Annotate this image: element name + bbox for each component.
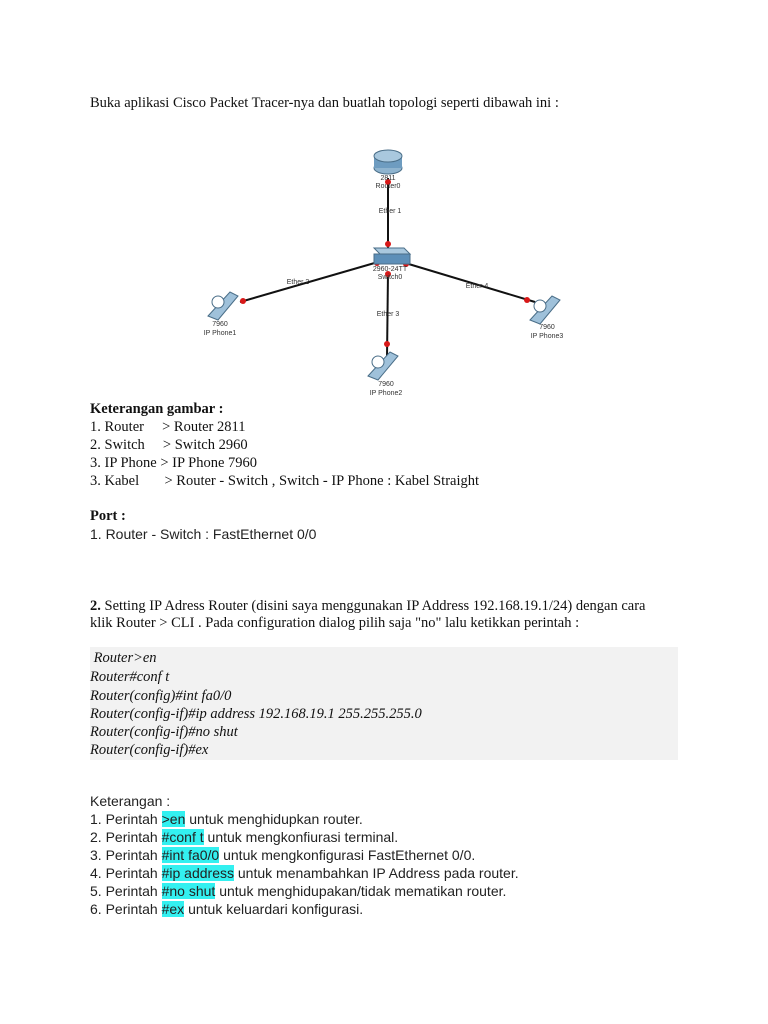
code-line: Router(config)#int fa0/0 (90, 688, 232, 704)
port-item: 1. Router - Switch : FastEthernet 0/0 (90, 526, 317, 542)
code-line: Router(config-if)#ip address 192.168.19.1 255.255.255.0 (90, 706, 422, 722)
keterangan-item (90, 882, 506, 900)
command-highlight: #int fa0/0 (161, 847, 220, 863)
port-dot (385, 241, 391, 247)
link-label-ether4: Ether 4 (465, 283, 489, 290)
keterangan-suffix: untuk mengkonfiurasi terminal. (203, 829, 399, 845)
ip-phone-icon (208, 292, 238, 320)
command-highlight: #no shut (161, 883, 216, 899)
cli-code-block (90, 647, 678, 760)
keterangan-item (90, 828, 398, 846)
port-dot (384, 341, 390, 347)
command-highlight: #ip address (161, 865, 234, 881)
step2-text: Setting IP Adress Router (disini saya menggunakan IP Address 192.168.19.1/24) dengan cara (100, 598, 646, 614)
keterangan-gambar-item: 3. Kabel > Router - Switch , Switch - IP Phone : Kabel Straight (90, 473, 480, 489)
keterangan-gambar-item: 2. Switch > Switch 2960 (90, 437, 248, 453)
keterangan-prefix: 3. Perintah (90, 847, 162, 863)
code-line: Router(config-if)#ex (90, 742, 209, 758)
switch-name: Switch0 (377, 274, 403, 281)
code-line: Router(config-if)#no shut (90, 724, 238, 740)
keterangan-prefix: 2. Perintah (90, 829, 162, 845)
phone3-model: 7960 (539, 324, 555, 331)
step2-line1 (90, 597, 645, 615)
keterangan-item (90, 810, 363, 828)
router-name: Router0 (375, 183, 401, 190)
step2-line2: klik Router > CLI . Pada configuration dialog pilih saja "no" lalu ketikkan perintah : (90, 615, 580, 631)
link-label-ether3: Ether 3 (376, 311, 400, 318)
keterangan-gambar-heading: Keterangan gambar : (90, 401, 224, 417)
command-highlight: #ex (161, 901, 185, 917)
switch-model: 2960-24TT (372, 266, 408, 273)
intro-text: Buka aplikasi Cisco Packet Tracer-nya dan buatlah topologi seperti dibawah ini : (90, 95, 559, 111)
keterangan-gambar-item: 3. IP Phone > IP Phone 7960 (90, 455, 258, 471)
keterangan-suffix: untuk keluardari konfigurasi. (184, 901, 364, 917)
link-label-ether1: Ether 1 (378, 208, 402, 215)
keterangan-item (90, 900, 363, 918)
ip-phone-icon (368, 352, 398, 380)
keterangan-item (90, 846, 475, 864)
command-highlight: >en (161, 811, 186, 827)
switch-icon (374, 248, 410, 264)
port-dot (524, 297, 530, 303)
phone2-name: IP Phone2 (369, 390, 403, 397)
step2-number: 2. (90, 598, 101, 614)
link-label-ether2: Ether 2 (286, 279, 310, 286)
keterangan-suffix: untuk menghidupakan/tidak mematikan router. (215, 883, 507, 899)
router-icon (374, 150, 402, 174)
network-topology-diagram (190, 140, 590, 405)
keterangan-item (90, 864, 519, 882)
keterangan-heading: Keterangan : (90, 793, 171, 809)
keterangan-prefix: 5. Perintah (90, 883, 162, 899)
cable-ether4 (402, 262, 535, 302)
code-line: Router#conf t (90, 669, 170, 685)
keterangan-suffix: untuk menambahkan IP Address pada router. (234, 865, 519, 881)
phone1-model: 7960 (212, 321, 228, 328)
keterangan-prefix: 4. Perintah (90, 865, 162, 881)
phone2-model: 7960 (378, 381, 394, 388)
keterangan-suffix: untuk mengkonfigurasi FastEthernet 0/0. (219, 847, 476, 863)
port-heading: Port : (90, 508, 126, 524)
keterangan-prefix: 1. Perintah (90, 811, 162, 827)
port-dot (240, 298, 246, 304)
ip-phone-icon (530, 296, 560, 324)
router-model: 2811 (380, 175, 396, 182)
keterangan-gambar-item: 1. Router > Router 2811 (90, 419, 246, 435)
phone3-name: IP Phone3 (530, 333, 564, 340)
keterangan-suffix: untuk menghidupkan router. (185, 811, 363, 827)
keterangan-prefix: 6. Perintah (90, 901, 162, 917)
phone1-name: IP Phone1 (203, 330, 237, 337)
code-line: Router>en (90, 650, 157, 666)
command-highlight: #conf t (161, 829, 204, 845)
